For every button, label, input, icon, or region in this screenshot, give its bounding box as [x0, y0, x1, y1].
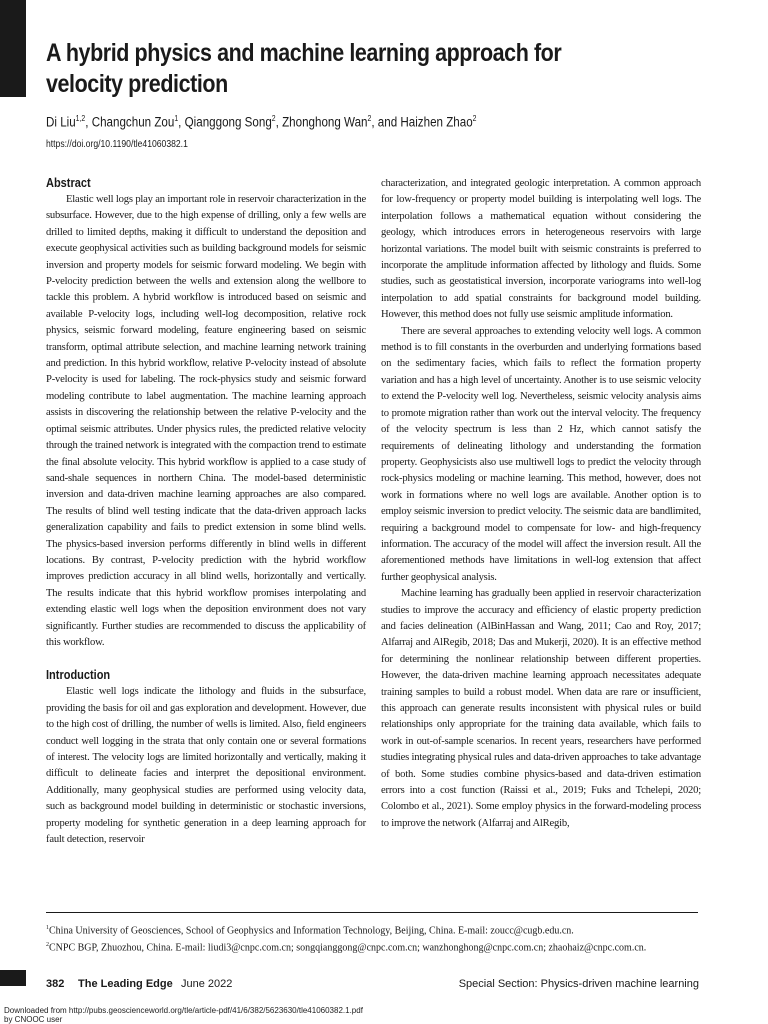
abstract-text: Elastic well logs play an important role in reservoir characterization in the subsurface. However, due to the high expense of drilling, only a few wells are drilled to limited depths, making it difficult to understand the deposition and execute geophysical activities such as building background models for seismic inversion and property models for seismic forward modeling. We begin with P-velocity prediction between the wells and extension along the wellbore to tackle this problem. A hybrid workflow is introduced based on seismic and available P-velocity logs, including well-log decomposition, relative rock physics, seismic forward modeling, feature engineering based on seismic transform, optimal attribute selection, and machine learning network training and prediction. In this hybrid workflow, relative P-velocity instead of absolute P-velocity is used for labeling. The rock-physics study and seismic forward modeling contribute to label augmentation. The machine learning approach assists in discovering the relationship between the relative P-velocity and the optimal seismic attributes. Under physics rules, the predicted relative velocity through the trained network is integrated with the compaction trend to estimate the final absolute velocity. This hybrid workflow is applied to a case study of sand-shale sequences in northern China. The model-based deterministic inversion and data-driven machine learning approaches are also compared. The results of blind well testing indicate that the data-driven approach lacks generalization capability and fails to predict extension in some blind wells. The physics-based inversion performs differently in blind wells in different locations. By contrast, P-velocity prediction with the hybrid workflow improves prediction accuracy in all blind wells, horizontally and vertically. The results indicate that this hybrid workflow promises interpolating and extending elastic well logs when the deposition environment does not vary significantly. Further studies are recommended to discuss the applicability of this workflow.	[46, 194, 366, 648]
download-notice	[4, 1006, 524, 1024]
doi-link[interactable]: https://doi.org/10.1190/tle41060382.1	[46, 139, 188, 150]
section-tab-marker	[0, 0, 26, 97]
page-number: 382	[46, 978, 65, 990]
footnote-2: $^2$CNPC BGP, Zhuozhou, China. E-mail: liudi3@cnpc.com.cn; songqianggong@cnpc.com.cn; wanzhonghong@cnpc.com.cn; zhaohaiz@cnpc.com.cn.	[46, 942, 647, 954]
author-affiliation-mark: 1	[174, 114, 179, 123]
article-title: A hybrid physics and machine learning approach for velocity prediction	[46, 39, 562, 98]
issue-date: June 2022	[181, 978, 233, 990]
author-separator: , and	[371, 114, 401, 130]
right-column	[381, 176, 701, 832]
footnote-1: $^1$China University of Geosciences, School of Geophysics and Information Technology, Beijing, China. E-mail: zoucc@cugb.edu.cn.	[46, 925, 574, 937]
author-separator: ,	[85, 114, 92, 130]
author-affiliation-mark: 2	[367, 114, 372, 123]
author-name: Changchun Zou	[91, 114, 175, 130]
affiliation-footnotes	[46, 921, 706, 956]
author-name: Zhonghong Wan	[282, 114, 368, 130]
page-footer	[46, 976, 699, 992]
download-notice-line-2: by CNOOC user	[4, 1015, 63, 1024]
journal-name: The Leading Edge	[78, 978, 173, 990]
author-name: Haizhen Zhao	[400, 114, 473, 130]
author-list	[46, 110, 648, 132]
intro-paragraph-1-continued: characterization, and integrated geologic interpretation. A common approach for low-frequency or property model building is interpolating well logs. The interpolation follows a mathematical equation without considering the geology, which introduces errors in heterogeneous reservoirs with large horizontal variations. The model built with seismic constraints is preferred to incorporate the amplitude information affected by lithology and fluids. Some studies, such as geostatistical inversion, incorporate variograms into well-log interpolation to add spatial constraints for background model building. However, this method does not fully use seismic amplitude information.	[381, 178, 701, 321]
author-affiliation-mark: 2	[472, 114, 477, 123]
abstract-heading: Abstract	[46, 176, 91, 190]
download-notice-line-1: Downloaded from http://pubs.geoscienceworld.org/tle/article-pdf/41/6/382/5623630/tle41060382.1.pdf	[4, 1006, 363, 1015]
intro-paragraph-3: Machine learning has gradually been applied in reservoir characterization studies to improve the accuracy and efficiency of elastic property prediction and facies delineation (AlBinHassan and Wang, 2011; Cao and Roy, 2017; Alfarraj and AlRegib, 2018; Das and Mukerji, 2020). It is an effective method for determining the nonlinear relationship between different properties. However, the data-driven machine learning approach necessitates adequate training samples to build a robust model. When data are rare or insufficient, this approach can generate results inconsistent with physical rules or build relationships only appropriate for the training data available, which fails to work in out-of-sample scenarios. In recent years, researchers have performed studies integrating physical rules and data-driven approaches to take advantage of both. Some studies combine physics-based and data-driven estimation errors into a cost function (Raissi et al., 2019; Fuks and Tchelepi, 2020; Colombo et al., 2021). Some employ physics in the forward-modeling process to improve the network (Alfarraj and AlRegib,	[381, 588, 701, 829]
author-separator: ,	[178, 114, 185, 130]
author-separator: ,	[275, 114, 283, 130]
author-affiliation-mark: 1,2	[75, 114, 86, 123]
author-name: Qianggong Song	[184, 114, 272, 130]
footer-tab-marker	[0, 970, 26, 986]
intro-paragraph-2: There are several approaches to extending velocity well logs. A common method is to fill constants in the overburden and underlying formations based on the sedimentary facies, which fails to reflect the formation property variation and has a high level of uncertainty. Another is to use seismic velocity to extend the P-velocity well log. Nevertheless, seismic velocity analysis aims to promote migration rather than work out the interval velocity. The frequency of the velocity spectrum is less than 2 Hz, which cannot satisfy the requirements of delineating lithology and understanding the formation property. Geophysicists also use multiwell logs to predict the velocity through rock-physics modeling or machine learning. This method, however, does not work in formations where no well logs are available. Another option is to employ seismic inversion to predict velocity. The seismic data are bandlimited, requiring a background model to compensate for low- and high-frequency information. The accuracy of the model will affect the inversion result. All the aforementioned methods have limitations in well-log extension that affect further geophysical analysis.	[381, 325, 701, 583]
special-section-label: Special Section: Physics-driven machine learning	[458, 978, 699, 990]
author-name: Di Liu	[46, 114, 76, 130]
left-column	[46, 176, 366, 848]
intro-paragraph-1-start: Elastic well logs indicate the lithology and fluids in the subsurface, providing the basis for oil and gas exploration and development. However, due to the high cost of drilling, the number of wells is limited. Also, field engineers conduct well logging in the strata that only contain one or several formations of interest. The velocity logs are limited horizontally and vertically, making it difficult to delineate facies and interpret the depositional environment. Additionally, many geophysical studies are performed using velocity data, such as background model building in deterministic or stochastic inversions, property modeling for synthetic generation in a deep learning approach for fault detection, reservoir	[46, 686, 366, 846]
introduction-heading: Introduction	[46, 668, 111, 683]
footnote-divider	[46, 912, 698, 913]
author-affiliation-mark: 2	[271, 114, 276, 123]
